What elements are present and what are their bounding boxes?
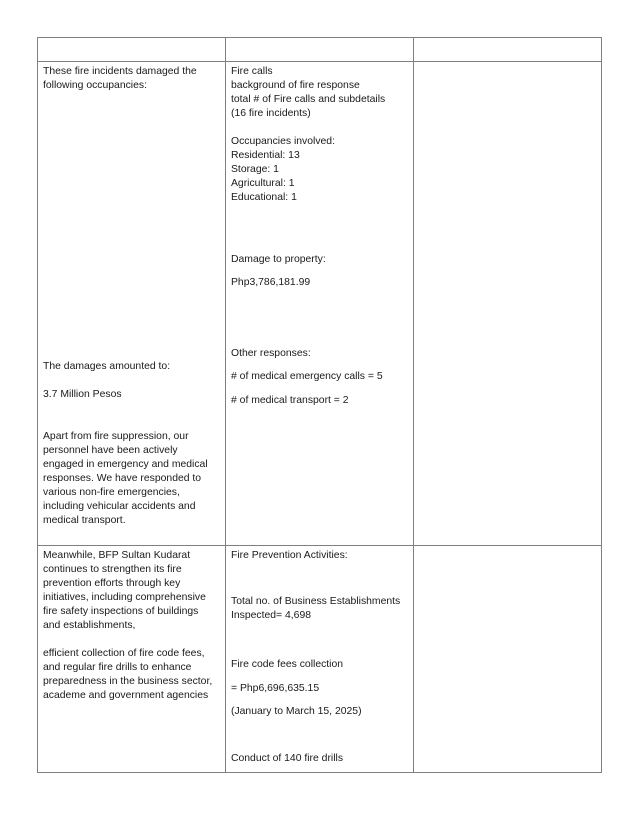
table-header-row (38, 38, 602, 62)
medical-transport: # of medical transport = 2 (231, 395, 349, 406)
fire-calls-line-1: Fire calls (231, 66, 273, 77)
prevention-p1-line-4: initiatives, including comprehensive (43, 592, 206, 603)
prevention-heading: Fire Prevention Activities: (231, 550, 348, 561)
fire-drills: Conduct of 140 fire drills (231, 753, 344, 764)
prevention-p1-line-1: Meanwhile, BFP Sultan Kudarat (43, 550, 191, 561)
inspected-line-2: Inspected= 4,698 (231, 610, 312, 621)
inspected-line-1: Total no. of Business Establishments (231, 596, 401, 607)
prevention-p1-line-3: prevention efforts through key (43, 578, 181, 589)
report-table (37, 37, 602, 773)
occupancies-intro-line-1: These fire incidents damaged the (43, 66, 197, 77)
occupancy-educational: Educational: 1 (231, 192, 297, 203)
emergency-response-line-2: personnel have been actively (43, 445, 178, 456)
incidents-data-cell (226, 62, 414, 546)
prevention-data-cell (226, 546, 414, 773)
emergency-response-line-1: Apart from fire suppression, our (43, 431, 189, 442)
fees-period: (January to March 15, 2025) (231, 706, 362, 717)
damage-value: Php3,786,181.99 (231, 277, 311, 288)
table-row-incidents (38, 62, 602, 546)
prevention-p2-line-4: academe and government agencies (43, 690, 209, 701)
occupancy-residential: Residential: 13 (231, 150, 300, 161)
prevention-p2-line-1: efficient collection of fire code fees, (43, 648, 205, 659)
emergency-response-line-7: medical transport. (43, 515, 126, 526)
damages-amount: 3.7 Million Pesos (43, 389, 122, 400)
fees-heading: Fire code fees collection (231, 659, 344, 670)
fire-calls-line-3: total # of Fire calls and subdetails (231, 94, 386, 105)
other-responses-heading: Other responses: (231, 348, 311, 359)
prevention-p1-line-2: continues to strengthen its fire (43, 564, 182, 575)
fees-value: = Php6,696,635.15 (231, 683, 320, 694)
occupancy-storage: Storage: 1 (231, 164, 279, 175)
occupancies-intro-line-2: following occupancies: (43, 80, 147, 91)
incidents-empty-cell (414, 62, 602, 546)
damages-intro: The damages amounted to: (43, 361, 171, 372)
medical-calls: # of medical emergency calls = 5 (231, 371, 383, 382)
emergency-response-line-4: responses. We have responded to (43, 473, 202, 484)
prevention-empty-cell (414, 546, 602, 773)
table-row-prevention (38, 546, 602, 773)
emergency-response-line-6: including vehicular accidents and (43, 501, 196, 512)
occupancies-heading: Occupancies involved: (231, 136, 335, 147)
emergency-response-line-5: various non-fire emergencies, (43, 487, 180, 498)
prevention-p1-line-5: fire safety inspections of buildings (43, 606, 199, 617)
prevention-narrative-cell (38, 546, 226, 773)
header-cell-1 (38, 38, 226, 62)
header-cell-2 (226, 38, 414, 62)
header-cell-3 (414, 38, 602, 62)
prevention-p2-line-2: and regular fire drills to enhance (43, 662, 192, 673)
incidents-narrative-cell (38, 62, 226, 546)
damage-heading: Damage to property: (231, 254, 326, 265)
emergency-response-line-3: engaged in emergency and medical (43, 459, 208, 470)
occupancy-agricultural: Agricultural: 1 (231, 178, 295, 189)
fire-calls-line-4: (16 fire incidents) (231, 108, 311, 119)
fire-calls-line-2: background of fire response (231, 80, 360, 91)
prevention-p2-line-3: preparedness in the business sector, (43, 676, 213, 687)
prevention-p1-line-6: and establishments, (43, 620, 136, 631)
